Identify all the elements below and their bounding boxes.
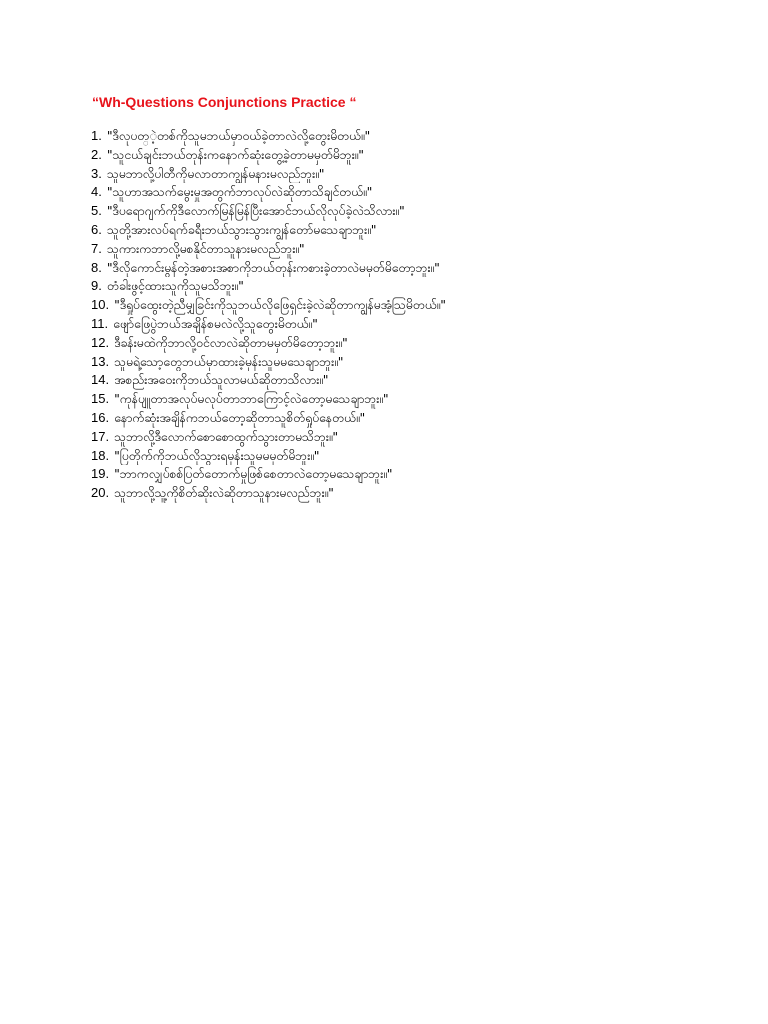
question-text: အစည်းအဝေးကိုဘယ်သူလာမယ်ဆိုတာသိလား။" — [114, 372, 329, 388]
question-item — [91, 240, 751, 259]
question-item — [91, 428, 751, 447]
question-number: 10. — [91, 297, 110, 313]
question-text: သူတို့အားလပ်ရက်ခရီးဘယ်သွားသွားကျွန်တော်မသေချာဘူး။" — [106, 221, 377, 237]
question-text: "သူဟာအသက်မွေးမှုအတွက်ဘာလုပ်လဲဆိုတာသိချင်တယ်။" — [106, 184, 373, 200]
question-item — [91, 484, 751, 503]
question-text: သူကားကဘာလို့မစနိုင်တာသူနားမလည်ဘူး။" — [106, 240, 305, 256]
question-text: "ဒီရှုပ်ထွေးတဲ့ညီမျှခြင်းကိုသူဘယ်လိုဖြေရှင်းခဲ့လဲဆိုတာကျွန်မအံ့ဩမိတယ်။" — [114, 297, 446, 313]
document-title: “Wh-Questions Conjunctions Practice “ — [92, 94, 357, 110]
question-number: 9. — [91, 278, 102, 294]
question-item — [91, 127, 751, 146]
question-list — [91, 127, 751, 503]
question-text: "ဒီလိုကောင်းမွန်တဲ့အစားအစာကိုဘယ်တုန်းကစားခဲ့တာလဲမမှတ်မိတော့ဘူး။" — [106, 259, 440, 275]
question-number: 14. — [91, 372, 110, 388]
question-item — [91, 334, 751, 353]
question-text: သူဘာလို့သူ့ကိုစိတ်ဆိုးလဲဆိုတာသူနားမလည်ဘူး။" — [114, 485, 334, 501]
question-item — [91, 371, 751, 390]
question-number: 2. — [91, 146, 102, 162]
question-text: ဒီခန်းမထဲကိုဘာလို့ဝင်လာလဲဆိုတာမမှတ်မိတော့ဘူး။" — [114, 334, 348, 350]
question-number: 19. — [91, 466, 110, 482]
question-number: 7. — [91, 240, 102, 256]
question-text: "ဘာကလျှပ်စစ်ပြတ်တောက်မှုဖြစ်စေတာလဲတော့မသေချာဘူး။" — [114, 466, 393, 482]
question-text: "ဒီလုပတ္ဲ့တစ်ကိုသူမဘယ်မှာဝယ်ခဲ့တာလဲလို့တွေးမိတယ်။" — [106, 128, 371, 143]
question-item — [91, 277, 751, 296]
question-text: "ဒီပရောဂျက်ကိုဒီလောက်မြန်မြန်ပြီးအောင်ဘယ်လိုလုပ်ခဲ့လဲသိလား။" — [106, 203, 405, 219]
question-text: နောက်ဆုံးအချိန်ကဘယ်တော့ဆိုတာသူစိတ်ရှုပ်နေတယ်။" — [114, 409, 366, 425]
question-number: 18. — [91, 447, 110, 463]
question-text: သူမဘာလို့ပါတီကိုမလာတာကျွန်မနားမလည်ဘူး။" — [106, 165, 325, 181]
question-text: "ကုန်ပျူတာအလုပ်မလုပ်တာဘာကြောင့်လဲတော့မသေချာဘူး။" — [114, 391, 389, 407]
question-item — [91, 165, 751, 184]
question-number: 6. — [91, 221, 102, 237]
question-item — [91, 259, 751, 278]
question-item — [91, 183, 751, 202]
question-text: သူဘာလို့ဒီလောက်စောစောထွက်သွားတာမသိဘူး။" — [114, 428, 338, 444]
question-item — [91, 409, 751, 428]
question-number: 4. — [91, 184, 102, 200]
question-number: 3. — [91, 165, 102, 181]
question-number: 5. — [91, 203, 102, 219]
question-text: တံခါးဖွင့်ထားသူကိုသူမသိဘူး။" — [106, 278, 244, 294]
question-number: 15. — [91, 391, 110, 407]
question-number: 12. — [91, 334, 110, 350]
question-item — [91, 465, 751, 484]
question-item — [91, 315, 751, 334]
question-item — [91, 353, 751, 372]
question-item — [91, 146, 751, 165]
question-text: "ပြတိုက်ကိုဘယ်လိုသွားရမှန်းသူမမမှတ်မိဘူး။" — [114, 447, 320, 463]
question-number: 11. — [91, 315, 109, 331]
question-text: ဖျော်ဖြေပွဲဘယ်အချိန်စမလဲလို့သူတွေးမိတယ်။" — [113, 315, 318, 331]
question-number: 20. — [91, 485, 110, 501]
question-item — [91, 447, 751, 466]
question-number: 16. — [91, 409, 110, 425]
question-item — [91, 296, 751, 315]
question-item — [91, 390, 751, 409]
question-number: 13. — [91, 353, 110, 369]
question-item — [91, 221, 751, 240]
question-number: 8. — [91, 259, 102, 275]
question-text: သူမရဲ့သော့တွေဘယ်မှာထားခဲ့မှန်းသူမမသေချာဘူး။" — [114, 353, 344, 369]
question-number: 1. — [91, 128, 102, 143]
question-number: 17. — [91, 428, 110, 444]
question-text: "သူငယ်ချင်းဘယ်တုန်းကနောက်ဆုံးတွေ့ခဲ့တာမမှတ်မိဘူး။" — [106, 146, 364, 162]
question-item — [91, 202, 751, 221]
